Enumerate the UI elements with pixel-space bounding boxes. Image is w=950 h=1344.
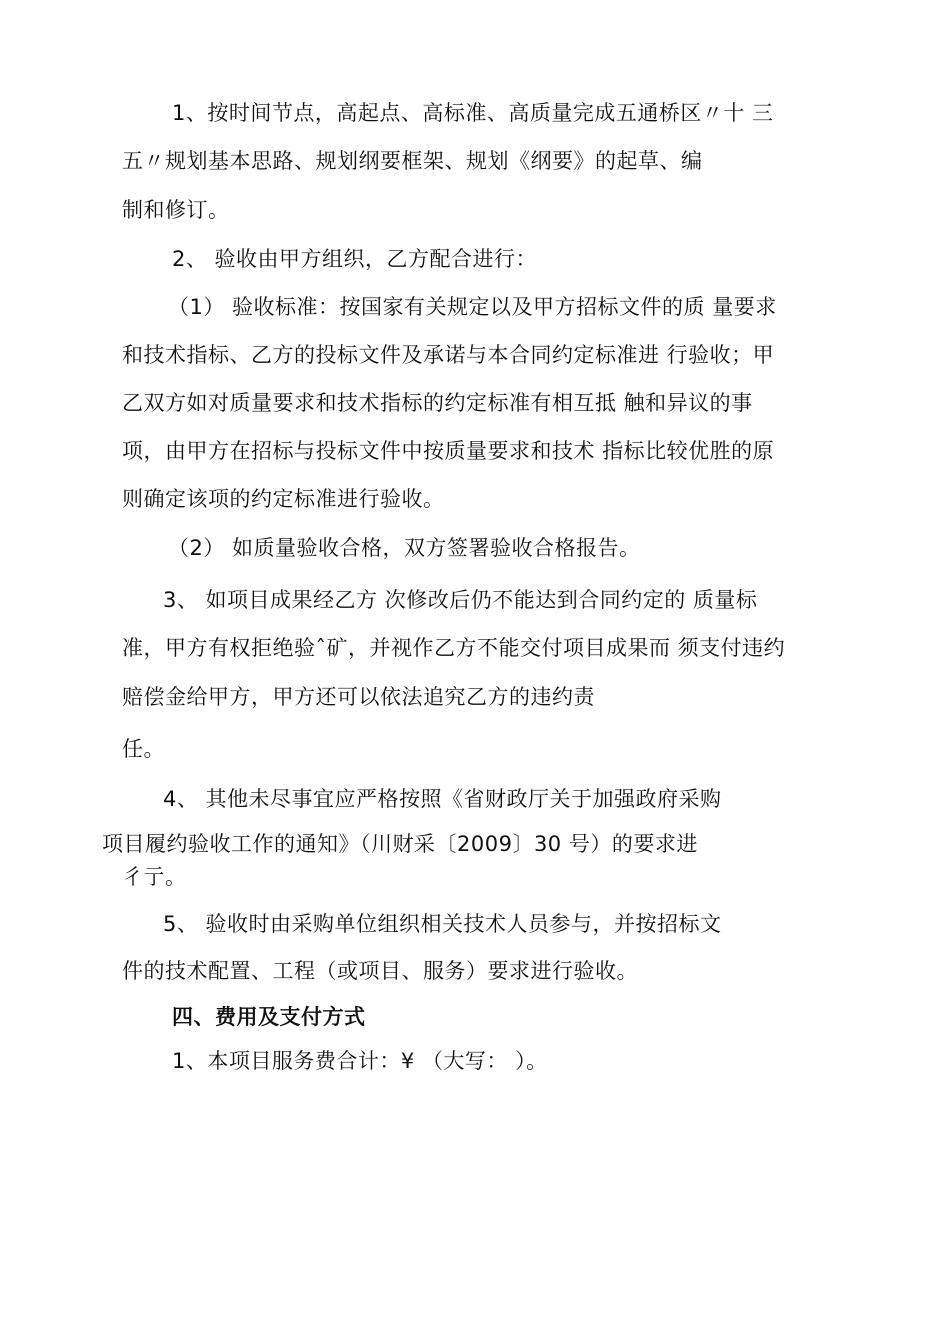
item-1-line-5: 则确定该项的约定标准进行验收。 — [122, 487, 445, 511]
paragraph-3-line-4: 任。 — [122, 737, 165, 761]
item-1-line-4: 项，由甲方在招标与投标文件中按质量要求和技术 指标比较优胜的原 — [122, 439, 775, 463]
item-1-line-2: 和技术指标、乙方的投标文件及承诺与本合同约定标准进 行验收；甲 — [122, 343, 775, 367]
paragraph-4-line-1: 4、 其他未尽事宜应严格按照《省财政厅关于加强政府采购 — [163, 787, 722, 811]
item-1-line-1: （1） 验收标准：按国家有关规定以及甲方招标文件的质 量要求 — [168, 295, 777, 319]
paragraph-3-line-3: 赔偿金给甲方，甲方还可以依法追究乙方的违约责 — [122, 685, 595, 709]
paragraph-5-line-2: 件的技术配置、工程（或项目、服务）要求进行验收。 — [122, 959, 638, 983]
paragraph-4-line-2: 项目履约验收工作的通知》（川财采〔2009〕30 号）的要求进 — [102, 832, 698, 856]
paragraph-1-line-1: 1、按时间节点，高起点、高标准、高质量完成五通桥区〃十 三 — [172, 101, 774, 125]
paragraph-3-line-1: 3、 如项目成果经乙方 次修改后仍不能达到合同约定的 质量标 — [163, 588, 758, 612]
paragraph-2-line-1: 2、 验收由甲方组织，乙方配合进行： — [172, 247, 538, 271]
paragraph-4-line-3: 彳亍。 — [122, 865, 187, 889]
item-1-line-3: 乙双方如对质量要求和技术指标的约定标准有相互抵 触和异议的事 — [122, 391, 753, 415]
section-heading-fees: 四、费用及支付方式 — [172, 1005, 366, 1029]
paragraph-5-line-1: 5、 验收时由采购单位组织相关技术人员参与，并按招标文 — [163, 912, 722, 936]
paragraph-1-line-2: 五〃规划基本思路、规划纲要框架、规划《纲要》的起草、编 — [122, 149, 703, 173]
item-2-line-1: （2） 如质量验收合格，双方签署验收合格报告。 — [168, 536, 641, 560]
paragraph-1-line-3: 制和修订。 — [122, 198, 230, 222]
fee-total-line: 1、本项目服务费合计：¥ （大写： ）。 — [172, 1049, 548, 1073]
paragraph-3-line-2: 准，甲方有权拒绝验ˆ矿，并视作乙方不能交付项目成果而 须支付违约 — [122, 636, 786, 660]
